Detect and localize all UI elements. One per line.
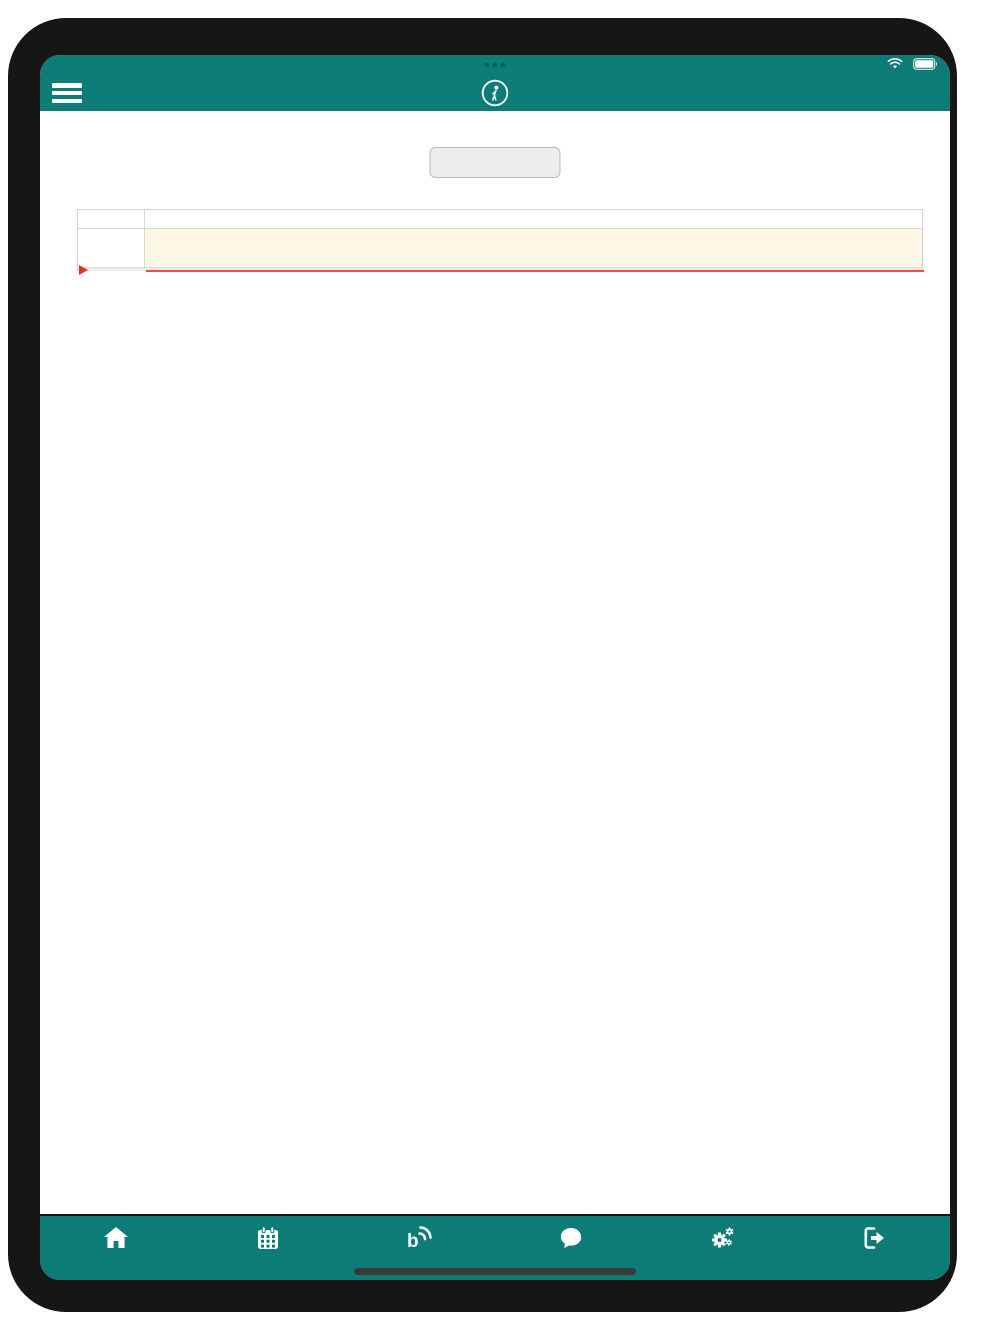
logout-icon [861,1225,887,1251]
allday-divider [78,267,922,271]
nav-item-start[interactable] [40,1216,192,1280]
date-field[interactable] [430,147,561,178]
day-header [144,210,922,228]
nav-item-konto[interactable] [647,1216,799,1280]
calendar-icon [256,1225,280,1251]
app-header [40,75,950,111]
battery-icon [913,58,938,70]
nav-item-buchen[interactable] [192,1216,344,1280]
chat-icon [559,1225,583,1251]
home-indicator[interactable] [354,1268,636,1275]
week-label [78,210,144,228]
svg-text:b: b [407,1231,419,1250]
status-bar [40,55,950,75]
gears-icon [710,1225,736,1251]
multitask-dots-icon [485,63,505,67]
blog-icon [406,1225,432,1251]
allday-cell[interactable] [144,229,922,267]
allday-row [78,229,922,267]
calendar [77,209,923,271]
allday-label [78,229,144,267]
home-icon [103,1225,129,1251]
device-frame [8,18,957,1312]
wifi-icon [887,57,903,70]
screen [40,55,950,1280]
menu-button[interactable] [52,81,82,105]
nav-item-abmelden[interactable] [798,1216,950,1280]
person-circle-logo-icon [480,78,510,108]
calendar-header [78,210,922,229]
